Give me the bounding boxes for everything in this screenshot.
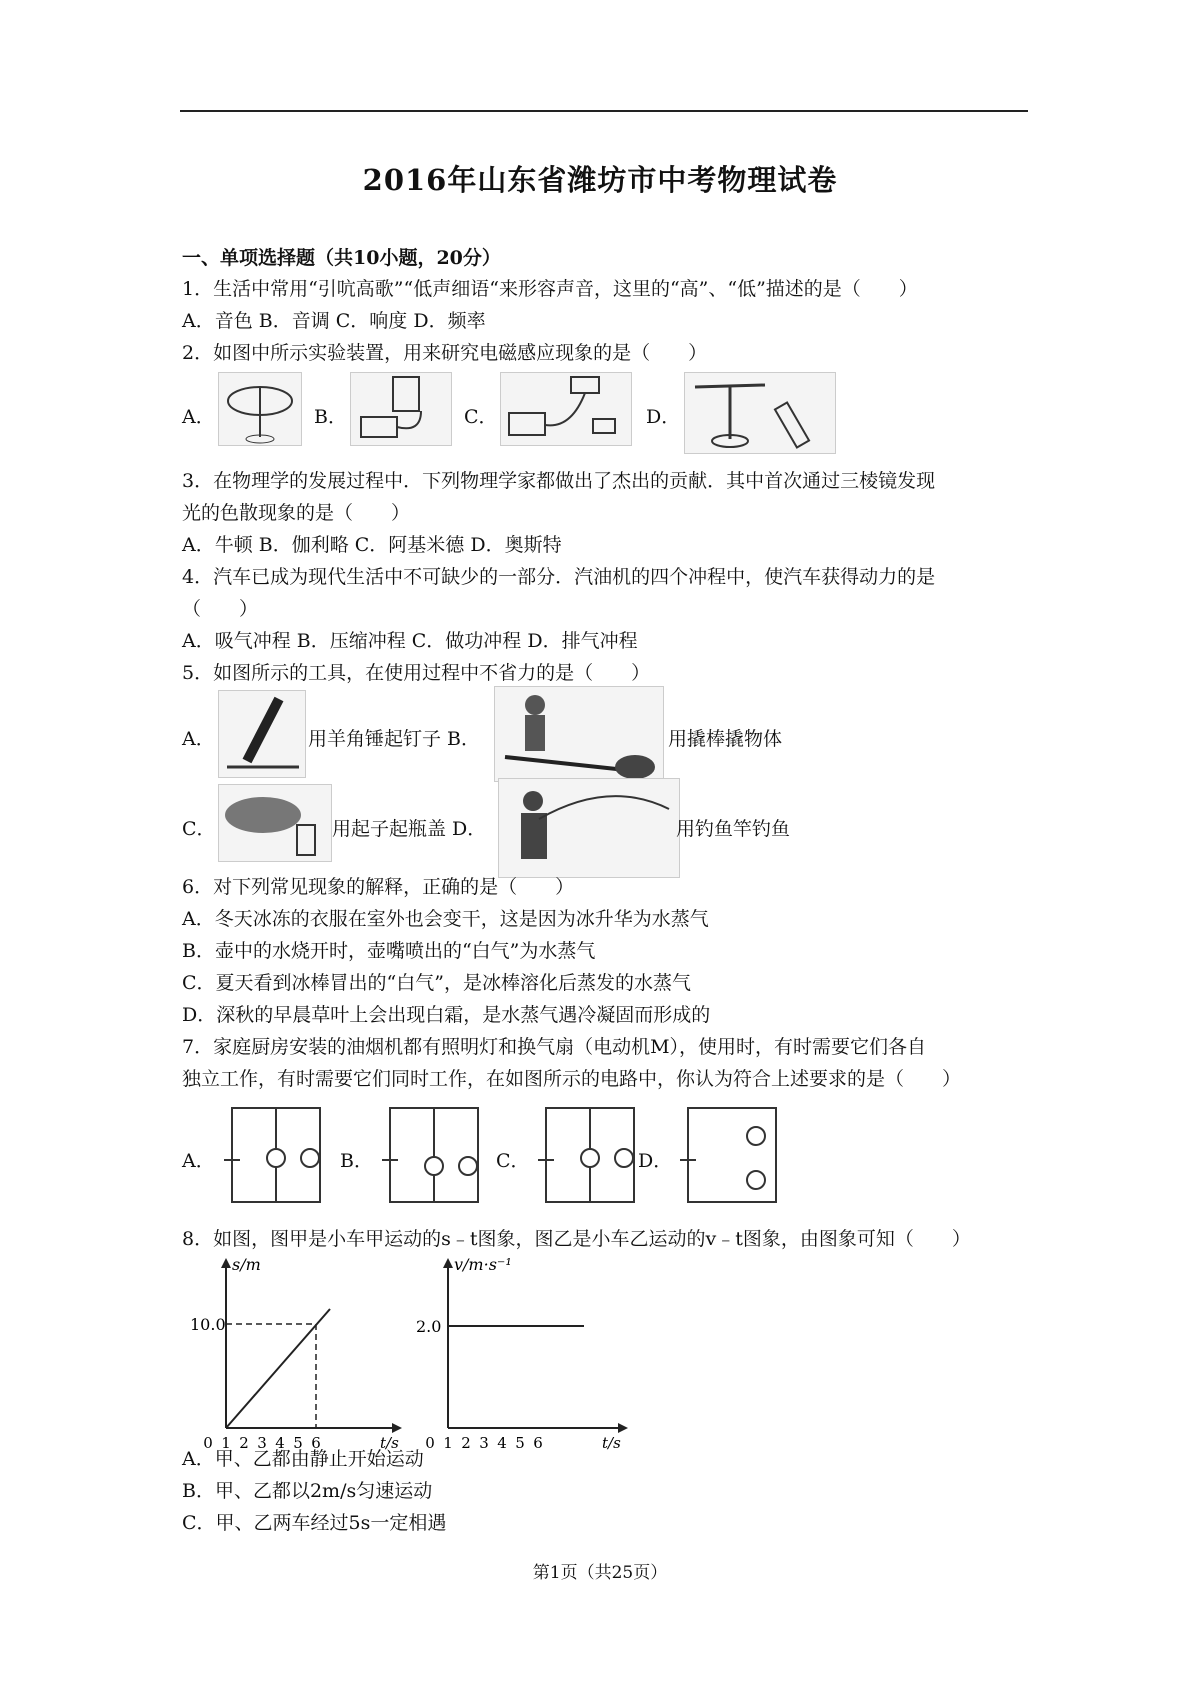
question-6-option-b: B．壶中的水烧开时，壶嘴喷出的“白气”为水蒸气 <box>182 940 596 962</box>
x-tick-label: 3 <box>257 1434 267 1452</box>
x-tick-label: 1 <box>443 1434 453 1452</box>
x-tick-label: 4 <box>497 1434 507 1452</box>
y-tick-label: 2.0 <box>416 1317 442 1336</box>
header-rule <box>180 110 1028 112</box>
q5-figure-c <box>218 784 332 862</box>
x-tick-label: 1 <box>221 1434 231 1452</box>
q5-figure-a <box>218 690 306 778</box>
x-tick-label: 2 <box>239 1434 249 1452</box>
x-tick-label: 5 <box>515 1434 525 1452</box>
q5-option-a-text: 用羊角锤起钉子 B． <box>308 728 481 750</box>
question-4-stem-line-2: （ ） <box>182 598 259 620</box>
section-heading: 一、单项选择题（共10小题，20分） <box>182 247 501 269</box>
question-8-stem: 8．如图，图甲是小车甲运动的s﹣t图象，图乙是小车乙运动的v﹣t图象，由图象可知（ ） <box>182 1228 971 1250</box>
q7-option-d-label: D． <box>638 1150 673 1172</box>
question-2-stem: 2．如图中所示实验装置，用来研究电磁感应现象的是（ ） <box>182 342 708 364</box>
q7-circuit-b <box>378 1100 488 1210</box>
q2-option-b-label: B． <box>314 406 347 428</box>
x-axis-label: t/s <box>380 1434 399 1452</box>
y-axis-arrow <box>221 1258 231 1268</box>
x-tick-label: 0 <box>203 1434 213 1452</box>
question-6-option-c: C．夏天看到冰棒冒出的“白气”，是冰棒溶化后蒸发的水蒸气 <box>182 972 691 994</box>
graph-v-t <box>408 1254 638 1452</box>
question-6-option-d: D．深秋的早晨草叶上会出现白霜，是水蒸气遇冷凝固而形成的 <box>182 1004 711 1026</box>
q7-circuit-a <box>220 1100 330 1210</box>
q2-figure-a <box>218 372 302 446</box>
x-tick-label: 6 <box>311 1434 321 1452</box>
page-footer: 第1页（共25页） <box>532 1563 668 1583</box>
question-6-option-a: A．冬天冰冻的衣服在室外也会变干，这是因为冰升华为水蒸气 <box>182 908 709 930</box>
q2-figure-b <box>350 372 452 446</box>
page-title: 2016年山东省潍坊市中考物理试卷 <box>362 163 838 197</box>
q7-circuit-c <box>534 1100 644 1210</box>
q7-circuit-d <box>676 1100 786 1212</box>
question-7-stem-line-2: 独立工作，有时需要它们同时工作，在如图所示的电路中，你认为符合上述要求的是（ ） <box>182 1068 962 1090</box>
question-4-options: A．吸气冲程 B．压缩冲程 C．做功冲程 D．排气冲程 <box>182 630 638 652</box>
q5-option-a-label: A． <box>182 728 215 750</box>
y-axis-label: s/m <box>232 1255 261 1274</box>
q2-option-a-label: A． <box>182 406 215 428</box>
question-8-option-a: A．甲、乙都由静止开始运动 <box>182 1448 424 1470</box>
q2-option-d-label: D． <box>646 406 681 428</box>
q7-option-c-label: C． <box>496 1150 530 1172</box>
question-7-stem-line-1: 7．家庭厨房安装的油烟机都有照明灯和换气扇（电动机M），使用时，有时需要它们各自 <box>182 1036 927 1058</box>
question-4-stem-line-1: 4．汽车已成为现代生活中不可缺少的一部分．汽油机的四个冲程中，使汽车获得动力的是 <box>182 566 936 588</box>
q5-option-b-text: 用撬棒撬物体 <box>668 728 783 750</box>
x-tick-label: 5 <box>293 1434 303 1452</box>
x-tick-label: 4 <box>275 1434 285 1452</box>
y-axis-arrow <box>443 1258 453 1268</box>
question-1-options: A．音色 B．音调 C．响度 D．频率 <box>182 310 486 332</box>
question-3-stem-line-2: 光的色散现象的是（ ） <box>182 502 411 524</box>
q5-figure-b <box>494 686 664 782</box>
x-axis-arrow <box>618 1423 628 1433</box>
q5-figure-d <box>498 778 680 878</box>
x-axis-arrow <box>392 1423 402 1433</box>
question-8-option-c: C．甲、乙两车经过5s一定相遇 <box>182 1512 447 1534</box>
y-tick-label: 10.0 <box>190 1315 226 1334</box>
graph-s-t <box>190 1254 410 1452</box>
q2-option-c-label: C． <box>464 406 498 428</box>
q5-option-c-label: C． <box>182 818 216 840</box>
question-5-stem: 5．如图所示的工具，在使用过程中不省力的是（ ） <box>182 662 651 684</box>
question-8-option-b: B．甲、乙都以2m/s匀速运动 <box>182 1480 433 1502</box>
question-6-stem: 6．对下列常见现象的解释，正确的是（ ） <box>182 876 575 898</box>
s-t-line <box>226 1309 330 1428</box>
x-tick-label: 2 <box>461 1434 471 1452</box>
x-axis-label: t/s <box>602 1434 621 1452</box>
x-tick-label: 3 <box>479 1434 489 1452</box>
question-3-options: A．牛顿 B．伽利略 C．阿基米德 D．奥斯特 <box>182 534 562 556</box>
q2-figure-c <box>500 372 632 446</box>
q5-option-d-text: 用钓鱼竿钓鱼 <box>676 818 791 840</box>
q7-option-b-label: B． <box>340 1150 373 1172</box>
y-axis-label: v/m·s⁻¹ <box>454 1255 512 1274</box>
x-tick-label: 6 <box>533 1434 543 1452</box>
q2-figure-d <box>684 372 836 454</box>
q7-option-a-label: A． <box>182 1150 215 1172</box>
x-tick-label: 0 <box>425 1434 435 1452</box>
question-3-stem-line-1: 3．在物理学的发展过程中．下列物理学家都做出了杰出的贡献．其中首次通过三棱镜发现 <box>182 470 936 492</box>
question-1-stem: 1．生活中常用“引吭高歌”“低声细语“来形容声音，这里的“高”、“低”描述的是（ ） <box>182 278 918 300</box>
q5-option-c-text: 用起子起瓶盖 D． <box>332 818 487 840</box>
